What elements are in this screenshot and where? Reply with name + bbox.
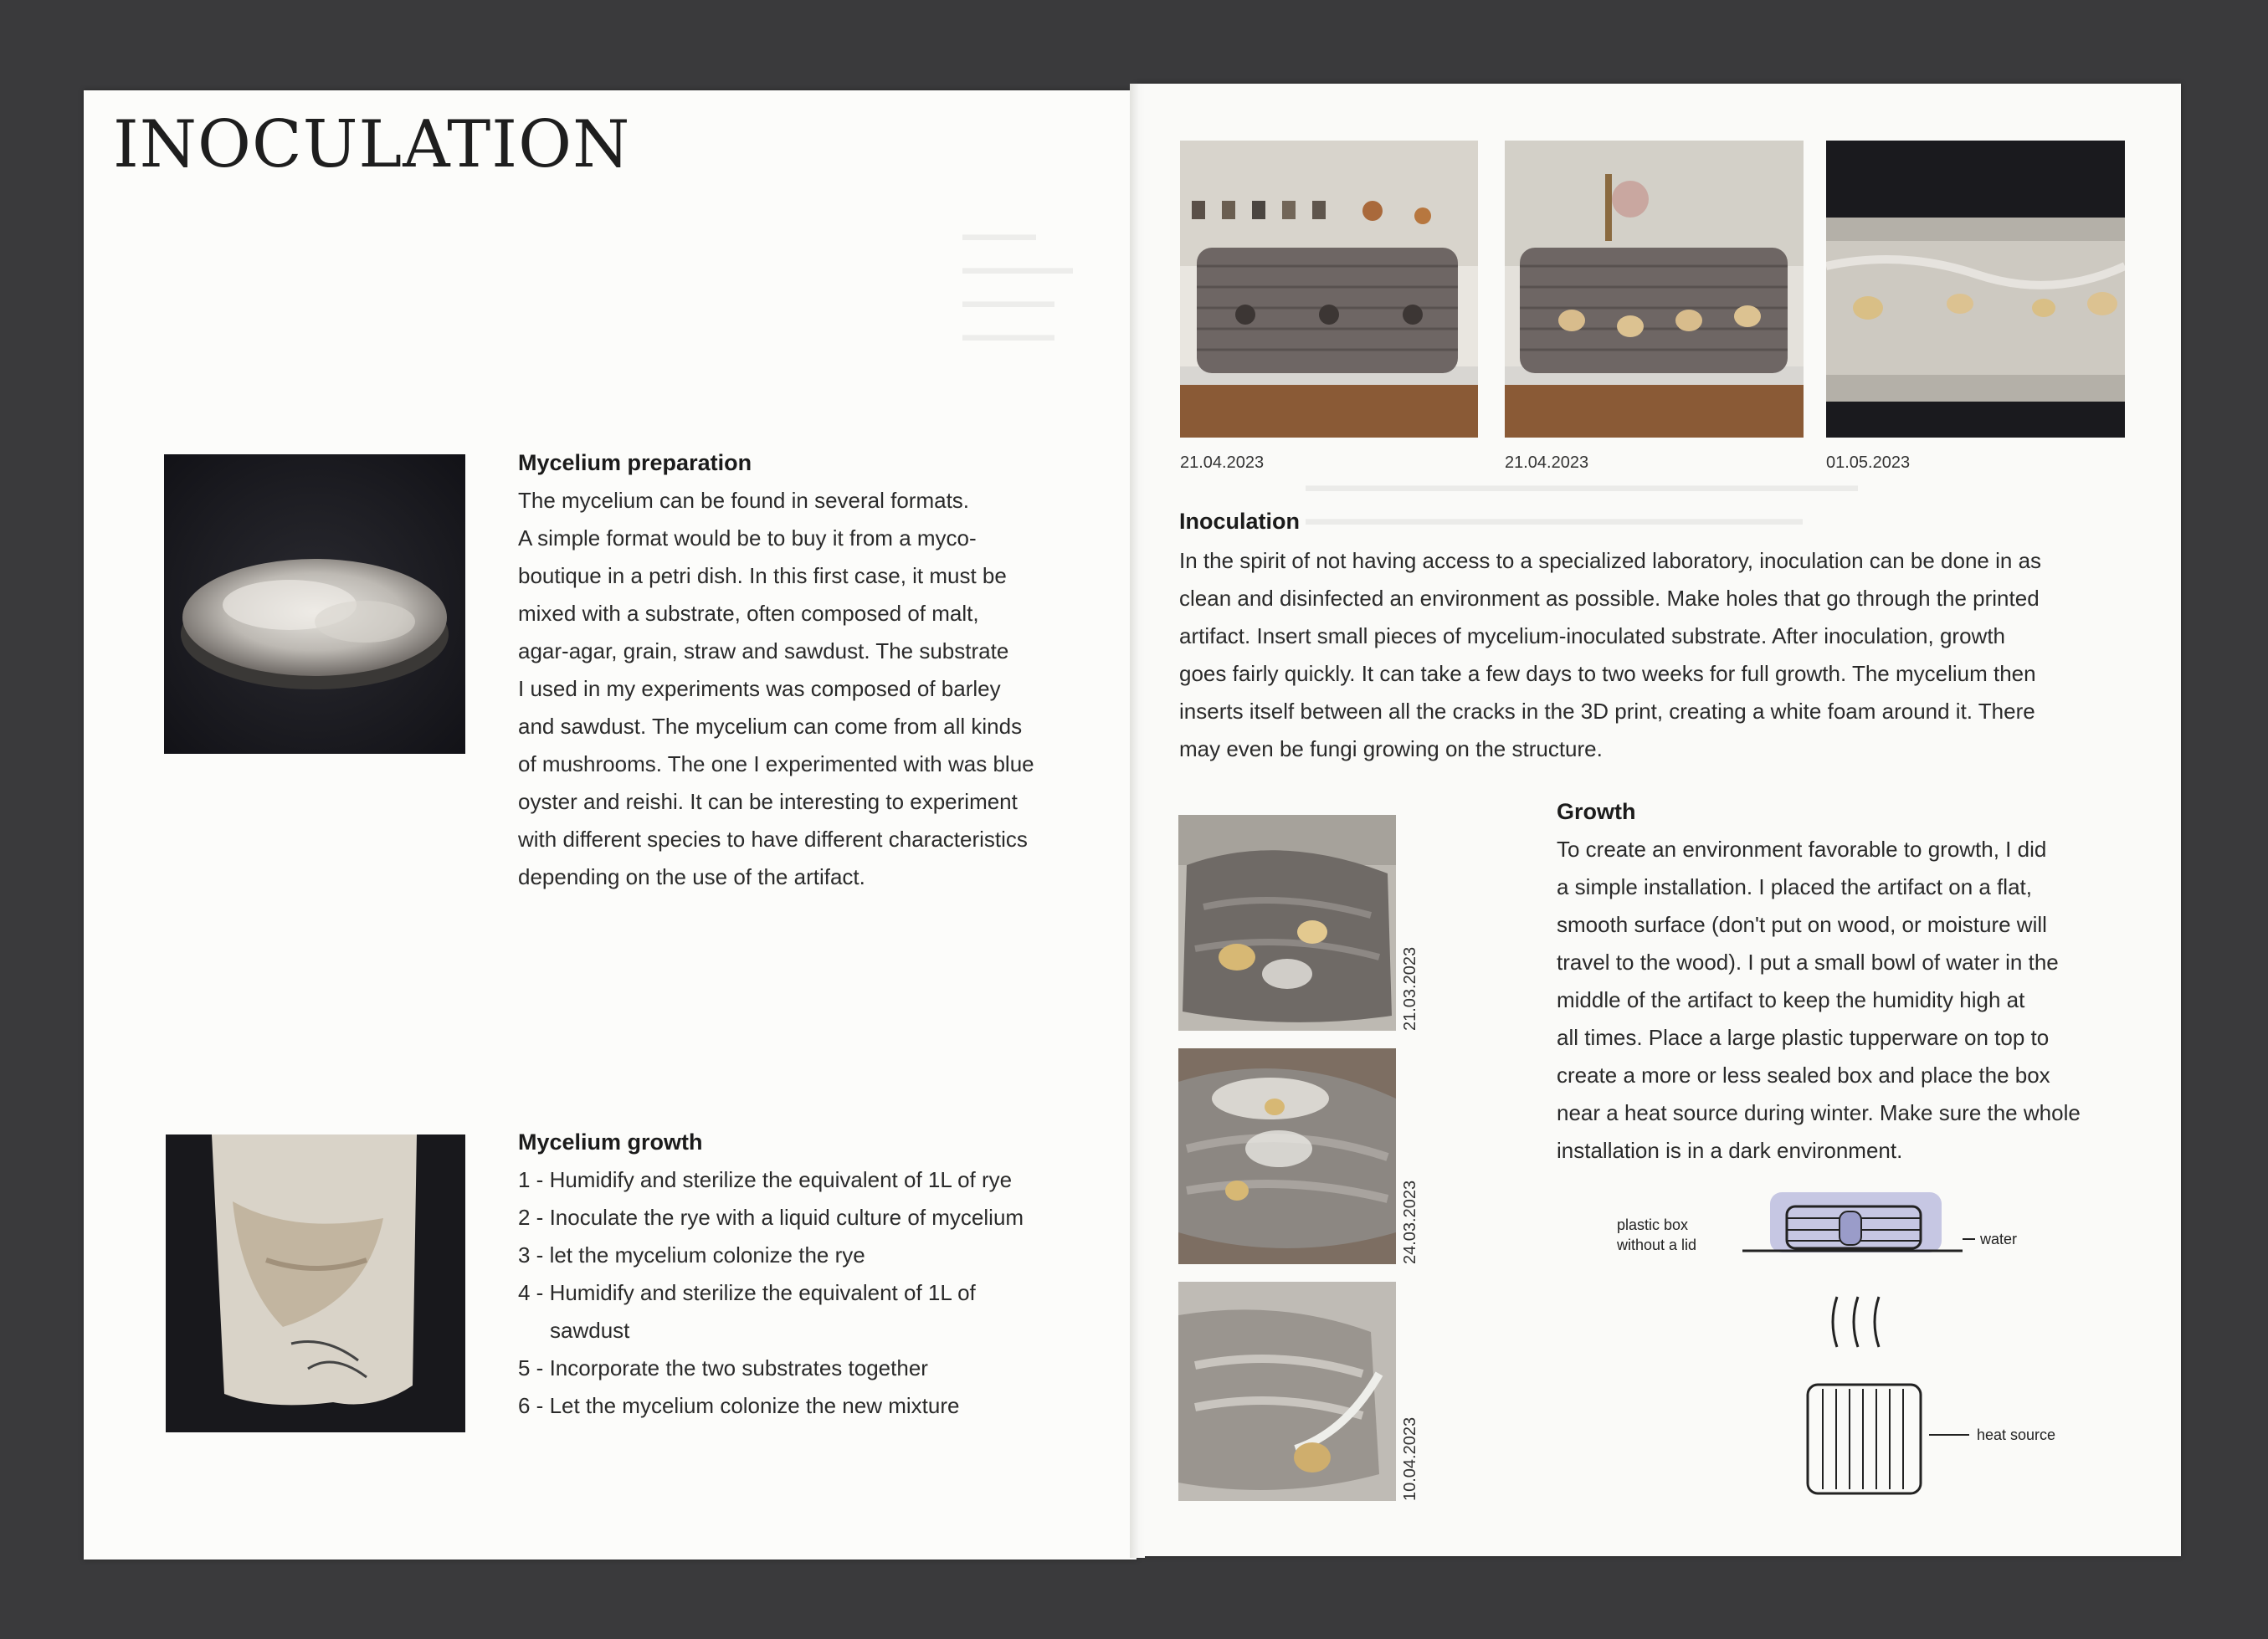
growth-text: To create an environment favorable to growth, I did a simple installation. I placed the artifact on a flat, smooth surface (don't put on wood, or moisture will travel to the wood). I put a small bowl of water in the middle of the artifact to keep the humidity high at all times. Place a large plastic tupperware on top to create a more or less sealed box and place the box near a heat source during winter. Make sure the whole installation is in a dark environment. <box>1557 837 2081 1163</box>
label-heat-source: heat source <box>1977 1426 2056 1443</box>
photo-date-vertical: 10.04.2023 <box>1401 1416 1419 1501</box>
photo-date: 01.05.2023 <box>1826 453 1911 472</box>
photo-date-vertical: 21.03.2023 <box>1401 946 1419 1031</box>
installation-diagram <box>1732 1188 1983 1506</box>
heat-waves-shape <box>1833 1297 1879 1347</box>
mycelium-growth-heading: Mycelium growth <box>518 1129 703 1155</box>
list-item: 1 - Humidify and sterilize the equivalent of 1L of rye <box>518 1167 1013 1192</box>
inoculation-heading: Inoculation <box>1179 509 1300 534</box>
list-item: 6 - Let the mycelium colonize the new mixture <box>518 1393 960 1418</box>
list-item: 4 - Humidify and sterilize the equivalent of 1L of sawdust <box>518 1280 976 1343</box>
mycelium-bag-photo <box>166 1134 465 1432</box>
growth-heading: Growth <box>1557 799 1636 824</box>
photo-date: 21.04.2023 <box>1180 453 1265 472</box>
mycelium-preparation-heading: Mycelium preparation <box>518 450 752 475</box>
label-plastic-box: plastic box without a lid <box>1617 1216 1697 1253</box>
growth-photo-2 <box>1178 1048 1396 1264</box>
inoculation-text: In the spirit of not having access to a specialized laboratory, inoculation can be done in as clean and disinfected an environment as possible. Make holes that go through the printed artifact. Insert small pieces of mycelium-inoculated substrate. After inoculation, growth goes fairly quickly. It can take a few days to two weeks for full growth. The mycelium then inserts itself between all the cracks in the 3D print, creating a white foam around it. There may even be fungi growing on the structure. <box>1179 548 2042 761</box>
inoculation-photo-2 <box>1505 141 1804 438</box>
photo-date: 21.04.2023 <box>1505 453 1589 472</box>
water-bowl-shape <box>1840 1211 1861 1245</box>
mycelium-preparation-text: The mycelium can be found in several formats. A simple format would be to buy it from a myco- boutique in a petri dish. In this first case, it must be mixed with a substrate, often composed of malt, agar-agar, grain, straw and sawdust. The substrate I used in my experiments was composed of barley and sawdust. The mycelium can come from all kinds of mushrooms. The one I experimented with was blue oyster and reishi. It can be interesting to experiment with different species to have different characteristics depending on the use of the artifact. <box>518 488 1034 889</box>
list-item: 2 - Inoculate the rye with a liquid culture of mycelium <box>518 1205 1024 1230</box>
label-water: water <box>1980 1231 2018 1247</box>
mycelium-growth-steps <box>518 1161 1121 1425</box>
petri-dish-photo <box>164 454 465 754</box>
page-title: INOCULATION <box>113 107 631 182</box>
inoculation-photo-3 <box>1826 141 2125 438</box>
photo-date-vertical: 24.03.2023 <box>1401 1180 1419 1264</box>
growth-photo-3 <box>1178 1282 1396 1501</box>
growth-photo-1 <box>1178 815 1396 1031</box>
inoculation-photo-1 <box>1180 141 1478 438</box>
book-spine <box>1130 84 1145 1558</box>
list-item: 5 - Incorporate the two substrates together <box>518 1355 928 1380</box>
show-through-text: ▬▬▬▬ ▬▬▬▬▬▬ ▬▬▬▬▬ ▬▬▬▬▬ <box>962 223 1073 345</box>
list-item: 3 - let the mycelium colonize the rye <box>518 1242 865 1268</box>
show-through-text: ▬▬▬▬▬▬▬▬▬▬▬▬▬▬▬▬▬▬▬▬▬▬▬▬▬▬▬▬▬▬ ▬▬▬▬▬▬▬▬▬▬▬▬▬▬▬▬▬▬▬▬▬▬▬▬▬▬▬ <box>1306 474 1858 529</box>
